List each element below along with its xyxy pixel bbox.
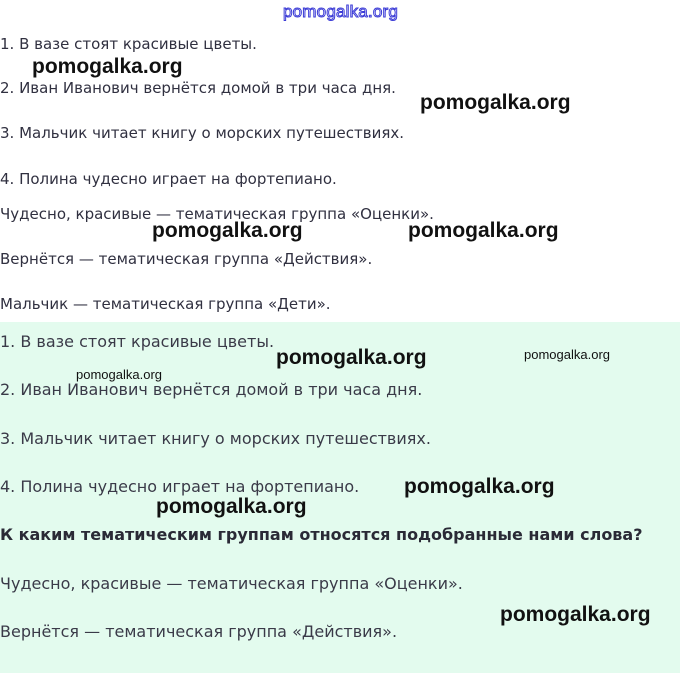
watermark: pomogalka.org bbox=[408, 219, 559, 242]
watermark: pomogalka.org bbox=[500, 603, 651, 626]
sentence-1: 1. В вазе стоят красивые цветы. bbox=[0, 332, 275, 351]
answer-deystviya: Вернётся — тематическая группа «Действия». bbox=[0, 622, 398, 641]
answer-deti: Мальчик — тематическая группа «Дети». bbox=[0, 295, 331, 313]
watermark: pomogalka.org bbox=[156, 495, 307, 518]
sentence-4: 4. Полина чудесно играет на фортепиано. bbox=[0, 170, 337, 188]
sentence-4: 4. Полина чудесно играет на фортепиано. bbox=[0, 477, 360, 496]
question-heading: К каким тематическим группам относятся подобранные нами слова? bbox=[0, 525, 643, 544]
watermark: pomogalka.org bbox=[276, 346, 427, 369]
sentence-2: 2. Иван Иванович вернётся домой в три часа дня. bbox=[0, 380, 423, 399]
watermark: pomogalka.org bbox=[404, 475, 555, 498]
header-watermark: pomogalka.org bbox=[283, 2, 399, 21]
sentence-2: 2. Иван Иванович вернётся домой в три часа дня. bbox=[0, 79, 396, 97]
sentence-3: 3. Мальчик читает книгу о морских путешествиях. bbox=[0, 124, 405, 142]
answer-deystviya: Вернётся — тематическая группа «Действия». bbox=[0, 250, 373, 268]
sentence-1: 1. В вазе стоят красивые цветы. bbox=[0, 35, 257, 53]
answer-ocenki: Чудесно, красивые — тематическая группа «Оценки». bbox=[0, 574, 463, 593]
watermark: pomogalka.org bbox=[32, 55, 183, 78]
watermark: pomogalka.org bbox=[76, 367, 162, 382]
watermark: pomogalka.org bbox=[420, 91, 571, 114]
watermark: pomogalka.org bbox=[152, 219, 303, 242]
watermark: pomogalka.org bbox=[524, 347, 610, 362]
answer-ocenki: Чудесно, красивые — тематическая группа «Оценки». bbox=[0, 205, 434, 223]
sentence-3: 3. Мальчик читает книгу о морских путешествиях. bbox=[0, 429, 431, 448]
